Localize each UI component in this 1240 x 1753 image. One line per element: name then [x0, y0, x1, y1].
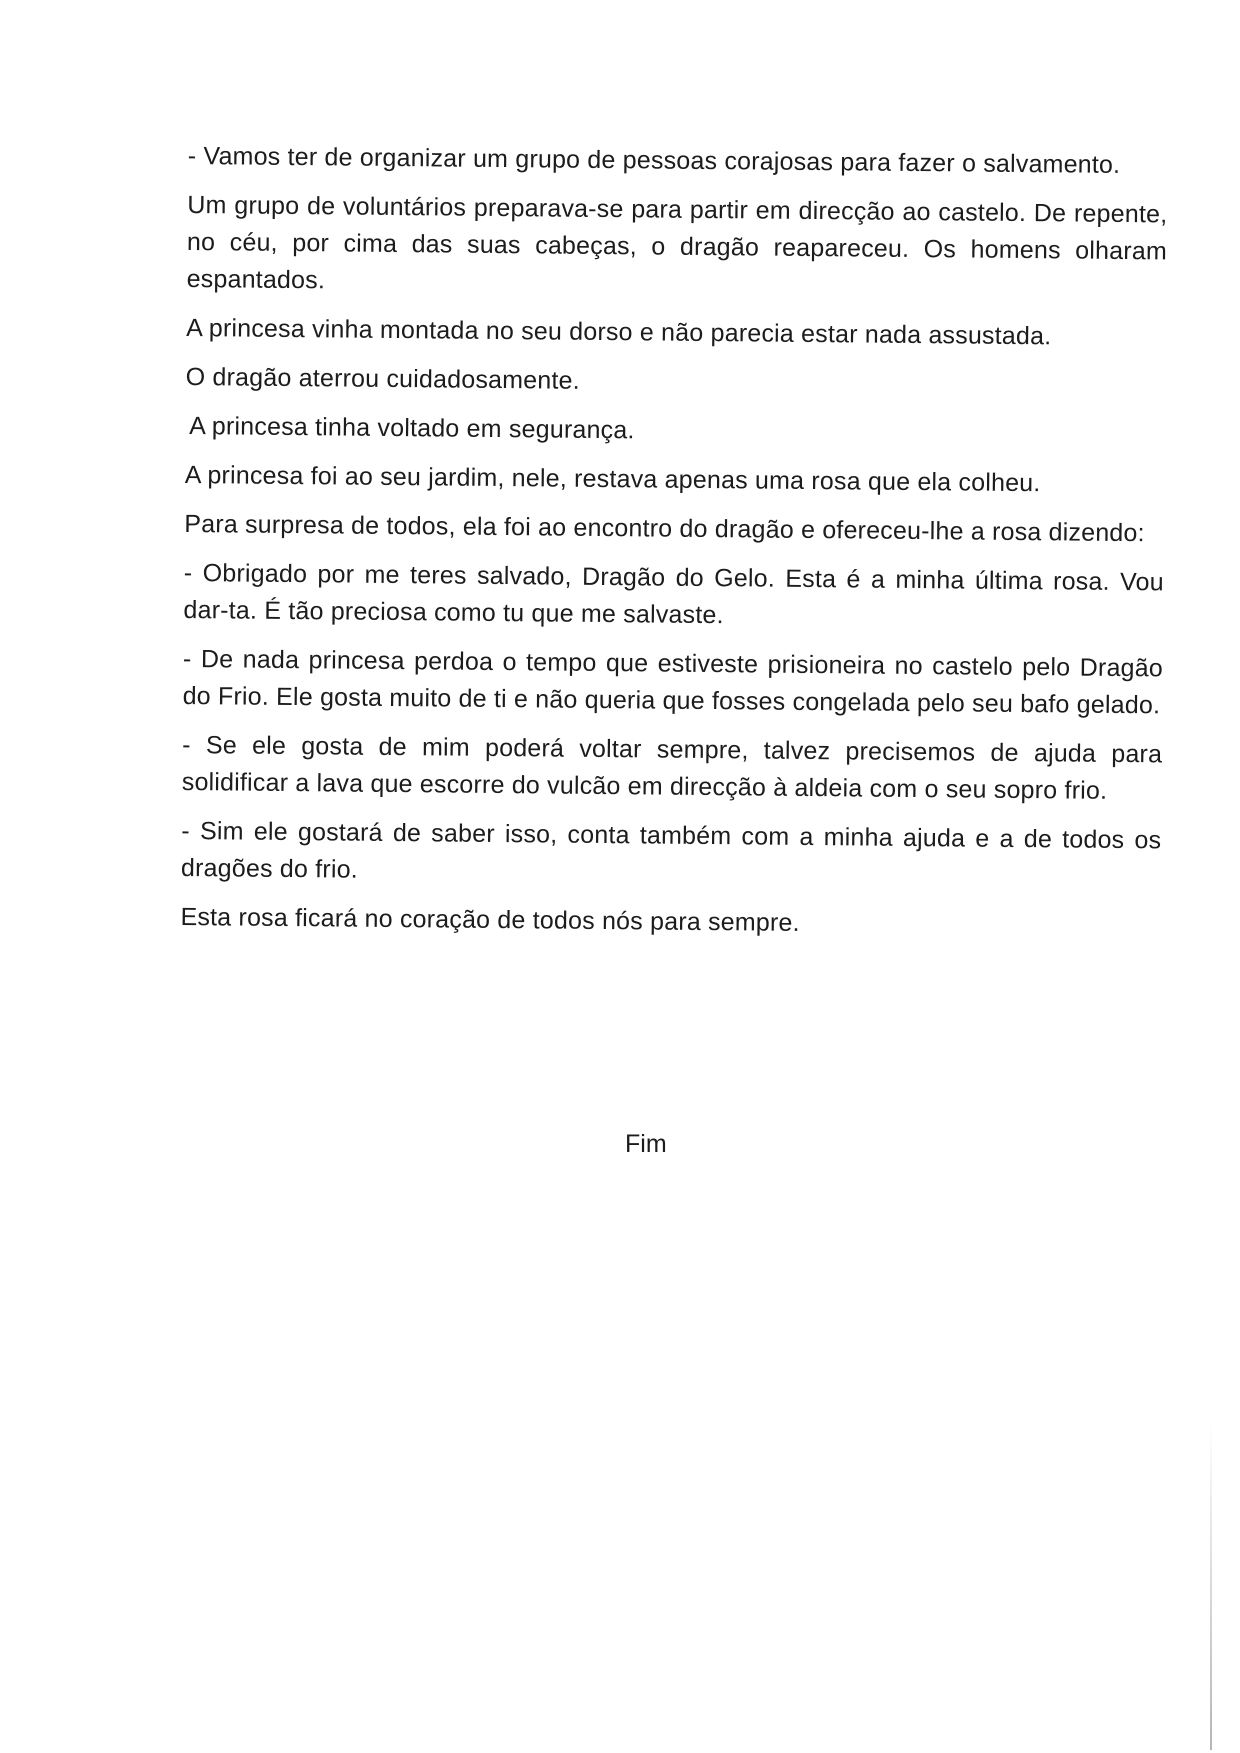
paragraph-rescue-plan: - Vamos ter de organizar um grupo de pessoas corajosas para fazer o salvamento.: [187, 141, 1121, 179]
paragraph-thanks: - Obrigado por me teres salvado, Dragão do Gelo. Esta é a minha última rosa. Vou dar-ta. É tão preciosa como tu que me salvaste.: [183, 558, 1164, 630]
paragraph-princess-mounted: A princesa vinha montada no seu dorso e não parecia estar nada assustada.: [186, 313, 1052, 351]
story-text: [180, 138, 1168, 957]
end-mark: Fim: [625, 1130, 667, 1158]
paragraph-dragon-landed: O dragão aterrou cuidadosamente.: [185, 362, 580, 395]
paragraph-rose-forever: Esta rosa ficará no coração de todos nós para sempre.: [180, 902, 800, 937]
paragraph-volunteers: Um grupo de voluntários preparava-se para partir em direcção ao castelo. De repente, no céu, por cima das suas cabeças, o dragão reapareceu. Os homens olharam espantados.: [186, 190, 1168, 295]
paragraph-lava-help: - Se ele gosta de mim poderá voltar sempre, talvez precisemos de ajuda para solidificar a lava que escorre do vulcão em direcção à aldeia com o seu sopro frio.: [181, 730, 1163, 805]
paragraph-cold-dragons: - Sim ele gostará de saber isso, conta também com a minha ajuda e a de todos os dragões do frio.: [180, 816, 1162, 884]
paragraph-garden-rose: A princesa foi ao seu jardim, nele, restava apenas uma rosa que ela colheu.: [184, 460, 1041, 498]
paragraph-surprise: Para surpresa de todos, ela foi ao encontro do dragão e ofereceu-lhe a rosa dizendo:: [184, 509, 1145, 548]
paragraph-dragon-reply: - De nada princesa perdoa o tempo que estiveste prisioneira no castelo pelo Dragão do Frio. Ele gosta muito de ti e não queria que fosses congelada pelo seu bafo gelado.: [182, 644, 1164, 720]
paragraph-princess-safe: A princesa tinha voltado em segurança.: [189, 412, 635, 445]
scan-edge-line: [1210, 1420, 1212, 1750]
